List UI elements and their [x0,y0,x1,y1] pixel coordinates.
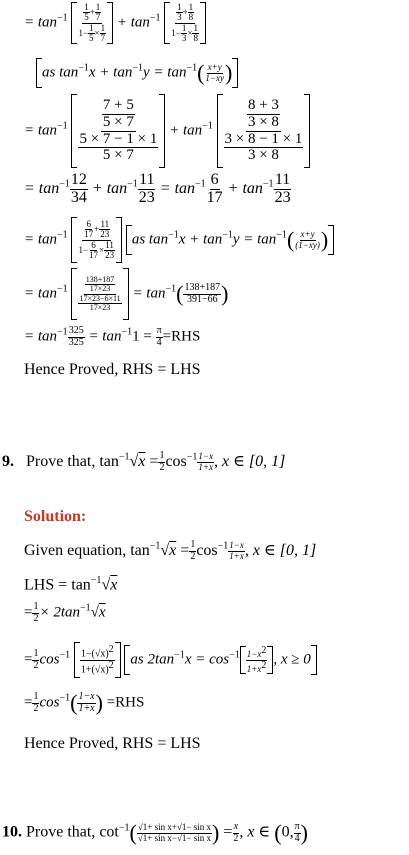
given-equation: Given equation, $\tan^{-1}√x$ = $\frac{1}{2}$ $\cos^{-1}$ $\frac{1-x}{1+x}$ , x ∈ [0, 1] [24,539,317,562]
step-cos-substitution: = $\frac{1}{2}$ $\cos^{-1}$ $\frac{1-(√x)2}{1+(√x)2}$ as $2\tan^{-1}x = \cos^{-1}$ $\frac{1-x2}{1+x2}$ , x ≥ 0 [24,642,317,678]
hence-proved-1: Hence Proved, RHS = LHS [24,361,201,378]
step-line-1: = $\tan^{-1}$ $\frac{1}{5}$ + $\frac{1}{7}$ 1− $\frac{1}{5}$ × $\frac{1}{7}$ + $\tan^{-1}$ $\frac{1}{3}$ + $\frac{1}{8}$ 1− $\frac{1}{3}$ × $\frac{1}{8}$ [24,2,206,44]
step-rhs: = $\frac{1}{2}$ $\cos^{-1}$( $\frac{1-x}{1+x}$ ) =RHS [24,690,145,715]
step-line-6: = $\tan^{-1}$ $\frac{\frac{138+187}{17\times 23}}{\frac{17\times 23-6\times 11}{17\times 23}}$ = $\tan^{-1}$( $\frac{138+187}{391-66}$ ) [24,268,228,320]
step-line-4: = $\tan^{-1}$ $\frac{12}{34}$ + $\tan^{-1}$ $\frac{11}{23}$ = $\tan^{-1}$ $\frac{6}{17}$ + $\tan^{-1}$ $\frac{11}{23}$ [24,171,291,206]
question-9: 9. Prove that, $\tan^{-1}√x$ = $\frac{1}{2}$ $\cos^{-1}$ $\frac{1-x}{1+x}$ , x ∈ [0, 1] [2,450,286,473]
question-10: 10. Prove that, $\cot^{-1}$( $\frac{\text{√1+ sin x+√1− sin x}}{\text{√1+ sin x−√1− sin x}}$ ) = $\frac{x}{2}$ , x ∈ (0, $\frac{\pi}{4}$ ) [2,820,308,845]
step-half-2tan: = $\frac{1}{2}$ × $2\tan^{-1}√x$ [24,601,106,624]
step-line-3: = $\tan^{-1}$ $\frac{\frac{7 + 5}{5 \times 7}}{\frac{5 \times 7 - 1 \times 1}{5 \times 7}}$ + $\tan^{-1}$ $\frac{\frac{8 + 3}{3 \times 8}}{\frac{3 \times 8 - 1 \times 1}{3 \times 8}}$ [24,94,310,168]
step-line-7: = $\tan^{-1}$ $\frac{325}{325}$ = $\tan^{-1}1$ = $\frac{\pi}{4}$ =RHS [24,325,201,348]
step-line-5: = $\tan^{-1}$ $\frac{6}{17}$ + $\frac{11}{23}$ 1− $\frac{6}{17}$ × $\frac{11}{23}$ as $\tan^{-1}x + \tan^{-1}y = \tan^{-1}$( $\frac{x+y}{(1-xy)}$ ) [24,217,334,263]
lhs-line: LHS = $\tan^{-1}√x$ [24,575,118,594]
solution-heading: Solution: [24,508,87,525]
hence-proved-2: Hence Proved, RHS = LHS [24,735,201,752]
step-line-2: as $\tan^{-1}x + \tan^{-1}y = \tan^{-1}$( $\frac{x+y}{1-xy}$ ) [36,58,238,88]
